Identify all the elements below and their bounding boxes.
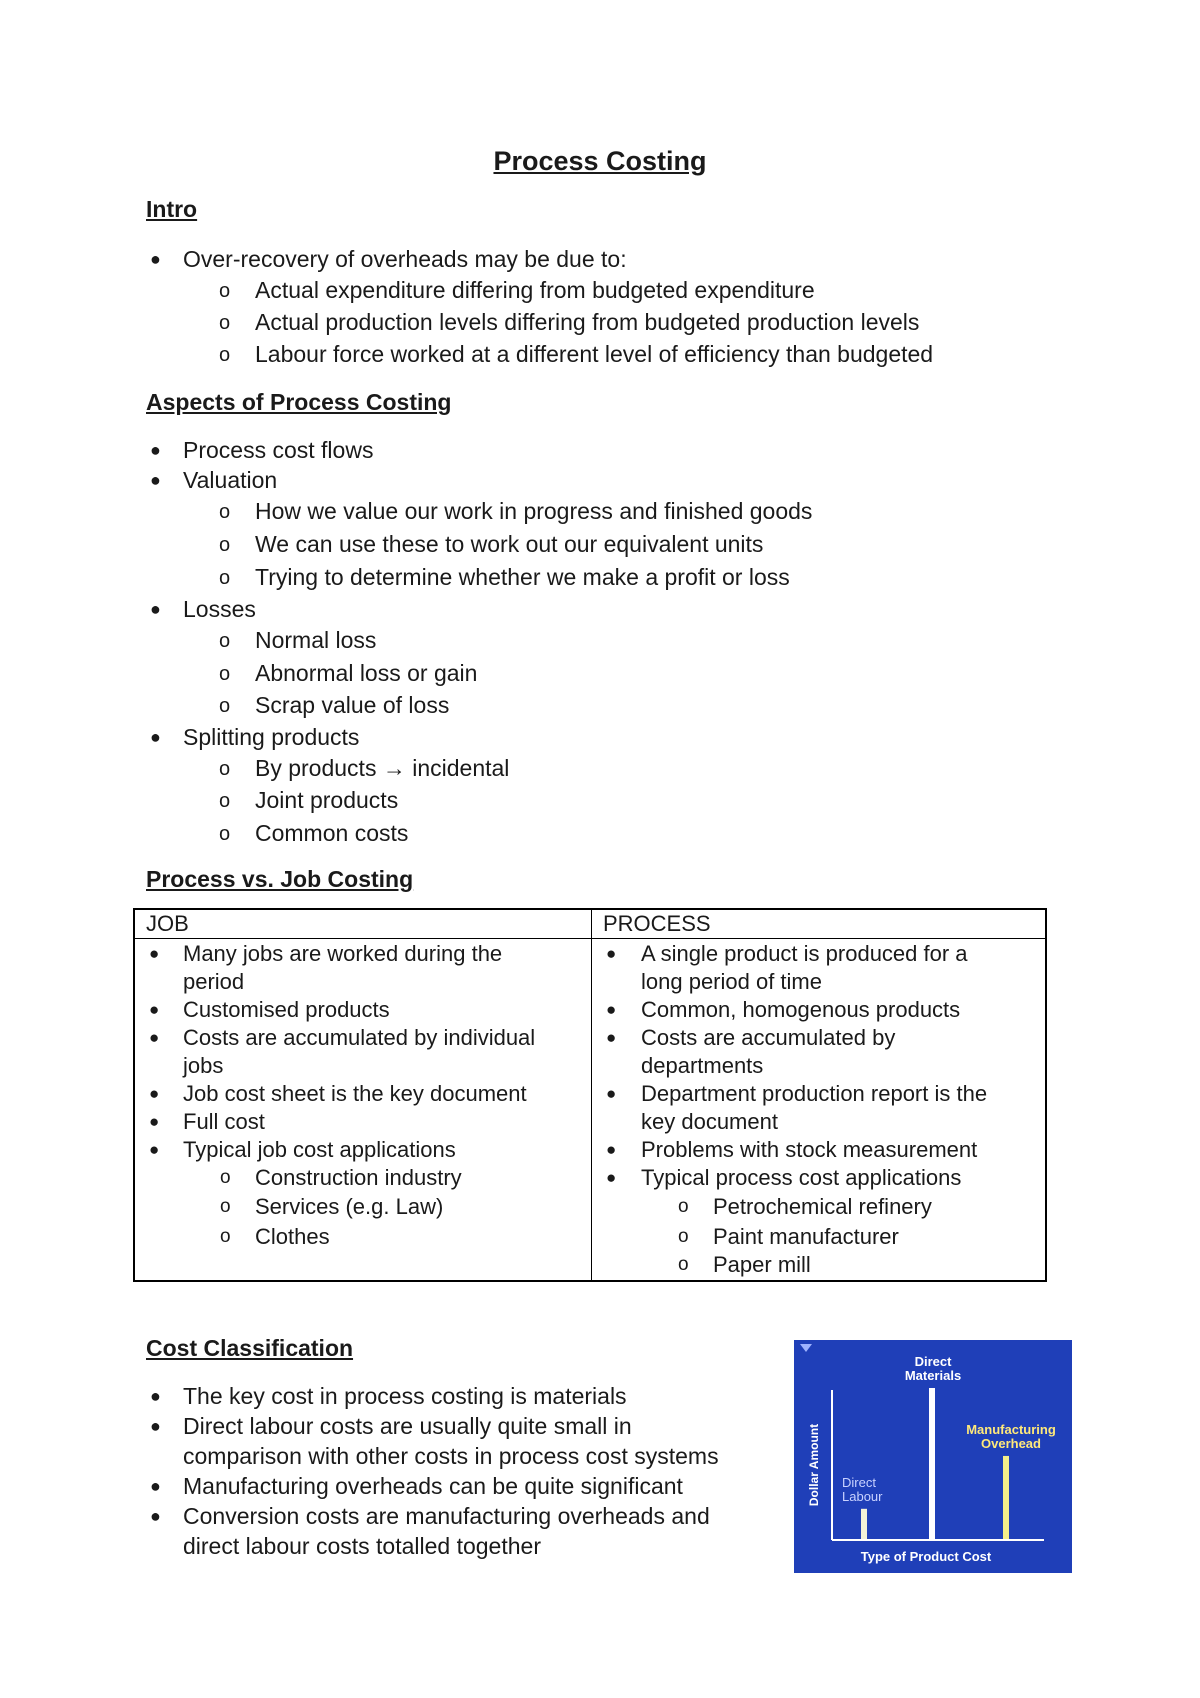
aspects-sub: By products → incidental: [255, 755, 510, 781]
circle-bullet-icon: o: [219, 695, 231, 717]
table-header-process: PROCESS: [603, 911, 711, 936]
intro-bullet: Over-recovery of overheads may be due to:: [183, 246, 627, 272]
bar-manufacturing-overhead: [1003, 1456, 1009, 1539]
bar-label: Direct: [914, 1354, 952, 1369]
aspects-sub: Trying to determine whether we make a profit or loss: [255, 564, 790, 590]
aspects-sub: Common costs: [255, 820, 409, 846]
bullet-icon: ●: [149, 1112, 160, 1131]
bar-direct-labour: [861, 1509, 867, 1539]
bar-label: Overhead: [981, 1435, 1041, 1451]
bullet-icon: ●: [606, 944, 617, 963]
bullet-icon: ●: [606, 1140, 617, 1159]
circle-bullet-icon: o: [219, 823, 231, 845]
bullet-icon: ●: [149, 1028, 160, 1047]
intro-sub: Actual production levels differing from budgeted production levels: [255, 309, 920, 335]
aspects-sub: Scrap value of loss: [255, 692, 450, 718]
process-sub: Petrochemical refinery: [713, 1194, 932, 1219]
bullet-icon: ●: [150, 727, 161, 747]
circle-bullet-icon: o: [678, 1226, 689, 1247]
job-sub: Clothes: [255, 1224, 330, 1249]
chart-svg: [794, 1340, 1072, 1573]
intro-heading: Intro: [146, 196, 198, 222]
circle-bullet-icon: o: [219, 567, 231, 589]
process-line: Typical process cost applications: [641, 1165, 962, 1190]
aspects-sub: We can use these to work out our equivalent units: [255, 531, 764, 557]
comparison-table: [133, 908, 1047, 1282]
circle-bullet-icon: o: [219, 344, 231, 366]
process-line: departments: [641, 1053, 764, 1078]
process-sub: Paper mill: [713, 1252, 811, 1277]
bullet-icon: ●: [150, 1506, 161, 1526]
intro-sub: Labour force worked at a different level of efficiency than budgeted: [255, 341, 934, 367]
product-cost-chart: [794, 1340, 1072, 1573]
bullet-icon: ●: [606, 1000, 617, 1019]
bullet-icon: ●: [150, 1416, 161, 1436]
aspects-sub: Normal loss: [255, 627, 377, 653]
aspects-sub: Abnormal loss or gain: [255, 660, 478, 686]
process-sub: Paint manufacturer: [713, 1224, 899, 1249]
process-line: key document: [641, 1109, 778, 1134]
classification-line: direct labour costs totalled together: [183, 1533, 541, 1559]
process-line: Costs are accumulated by: [641, 1025, 896, 1050]
classification-heading: Cost Classification: [146, 1335, 354, 1361]
page-title: Process Costing: [493, 146, 707, 176]
comparison-heading: Process vs. Job Costing: [146, 866, 414, 892]
bullet-icon: ●: [149, 1140, 160, 1159]
aspects-bullet: Valuation: [183, 467, 278, 493]
bar-direct-materials: [929, 1388, 935, 1539]
bullet-icon: ●: [149, 944, 160, 963]
bullet-icon: ●: [150, 599, 161, 619]
aspects-bullet: Process cost flows: [183, 437, 374, 463]
bar-label: Materials: [904, 1368, 962, 1383]
process-line: Problems with stock measurement: [641, 1137, 978, 1162]
job-line: Typical job cost applications: [183, 1137, 456, 1162]
bullet-icon: ●: [150, 1476, 161, 1496]
bullet-icon: ●: [606, 1168, 617, 1187]
bar-label: Labour: [842, 1488, 883, 1504]
aspects-sub: How we value our work in progress and finished goods: [255, 498, 813, 524]
job-line: Job cost sheet is the key document: [183, 1081, 527, 1106]
aspects-bullet: Losses: [183, 596, 256, 622]
circle-bullet-icon: o: [219, 280, 231, 302]
bullet-icon: ●: [150, 249, 161, 269]
bar-label: Manufacturing: [966, 1421, 1056, 1437]
circle-bullet-icon: o: [220, 1196, 231, 1217]
circle-bullet-icon: o: [219, 534, 231, 556]
intro-sub: Actual expenditure differing from budgeted expenditure: [255, 277, 815, 303]
bullet-icon: ●: [149, 1084, 160, 1103]
circle-bullet-icon: o: [220, 1167, 231, 1188]
job-line: Many jobs are worked during the: [183, 941, 503, 966]
circle-bullet-icon: o: [220, 1226, 231, 1247]
chevron-down-icon: [800, 1344, 812, 1352]
classification-line: The key cost in process costing is materials: [183, 1383, 627, 1409]
circle-bullet-icon: o: [219, 758, 231, 780]
circle-bullet-icon: o: [219, 501, 231, 523]
classification-line: Conversion costs are manufacturing overheads and: [183, 1503, 710, 1529]
classification-line: Direct labour costs are usually quite small in: [183, 1413, 632, 1439]
bullet-icon: ●: [150, 440, 161, 460]
circle-bullet-icon: o: [219, 663, 231, 685]
job-line: jobs: [183, 1053, 224, 1078]
circle-bullet-icon: o: [219, 312, 231, 334]
y-axis-label: Dollar Amount: [807, 1423, 821, 1507]
job-line: Full cost: [183, 1109, 265, 1134]
bullet-icon: ●: [606, 1028, 617, 1047]
circle-bullet-icon: o: [678, 1254, 689, 1275]
process-line: Department production report is the: [641, 1081, 988, 1106]
table-column-divider: [591, 910, 592, 1280]
table-header-job: JOB: [146, 911, 189, 936]
classification-line: Manufacturing overheads can be quite significant: [183, 1473, 683, 1499]
job-line: Customised products: [183, 997, 390, 1022]
circle-bullet-icon: o: [678, 1196, 689, 1217]
circle-bullet-icon: o: [219, 630, 231, 652]
process-line: Common, homogenous products: [641, 997, 961, 1022]
aspects-bullet: Splitting products: [183, 724, 360, 750]
bullet-icon: ●: [150, 1386, 161, 1406]
job-line: period: [183, 969, 245, 994]
process-line: A single product is produced for a: [641, 941, 968, 966]
bullet-icon: ●: [150, 470, 161, 490]
chart-marks: [842, 1354, 1056, 1539]
job-sub: Services (e.g. Law): [255, 1194, 444, 1219]
x-axis-label: Type of Product Cost: [860, 1549, 992, 1564]
circle-bullet-icon: o: [219, 790, 231, 812]
bar-label: Direct: [842, 1474, 876, 1490]
bullet-icon: ●: [606, 1084, 617, 1103]
bullet-icon: ●: [149, 1000, 160, 1019]
job-line: Costs are accumulated by individual: [183, 1025, 536, 1050]
classification-line: comparison with other costs in process cost systems: [183, 1443, 719, 1469]
job-sub: Construction industry: [255, 1165, 462, 1190]
process-line: long period of time: [641, 969, 822, 994]
aspects-heading: Aspects of Process Costing: [146, 389, 452, 415]
aspects-sub: Joint products: [255, 787, 399, 813]
table-header-divider: [135, 938, 1045, 939]
